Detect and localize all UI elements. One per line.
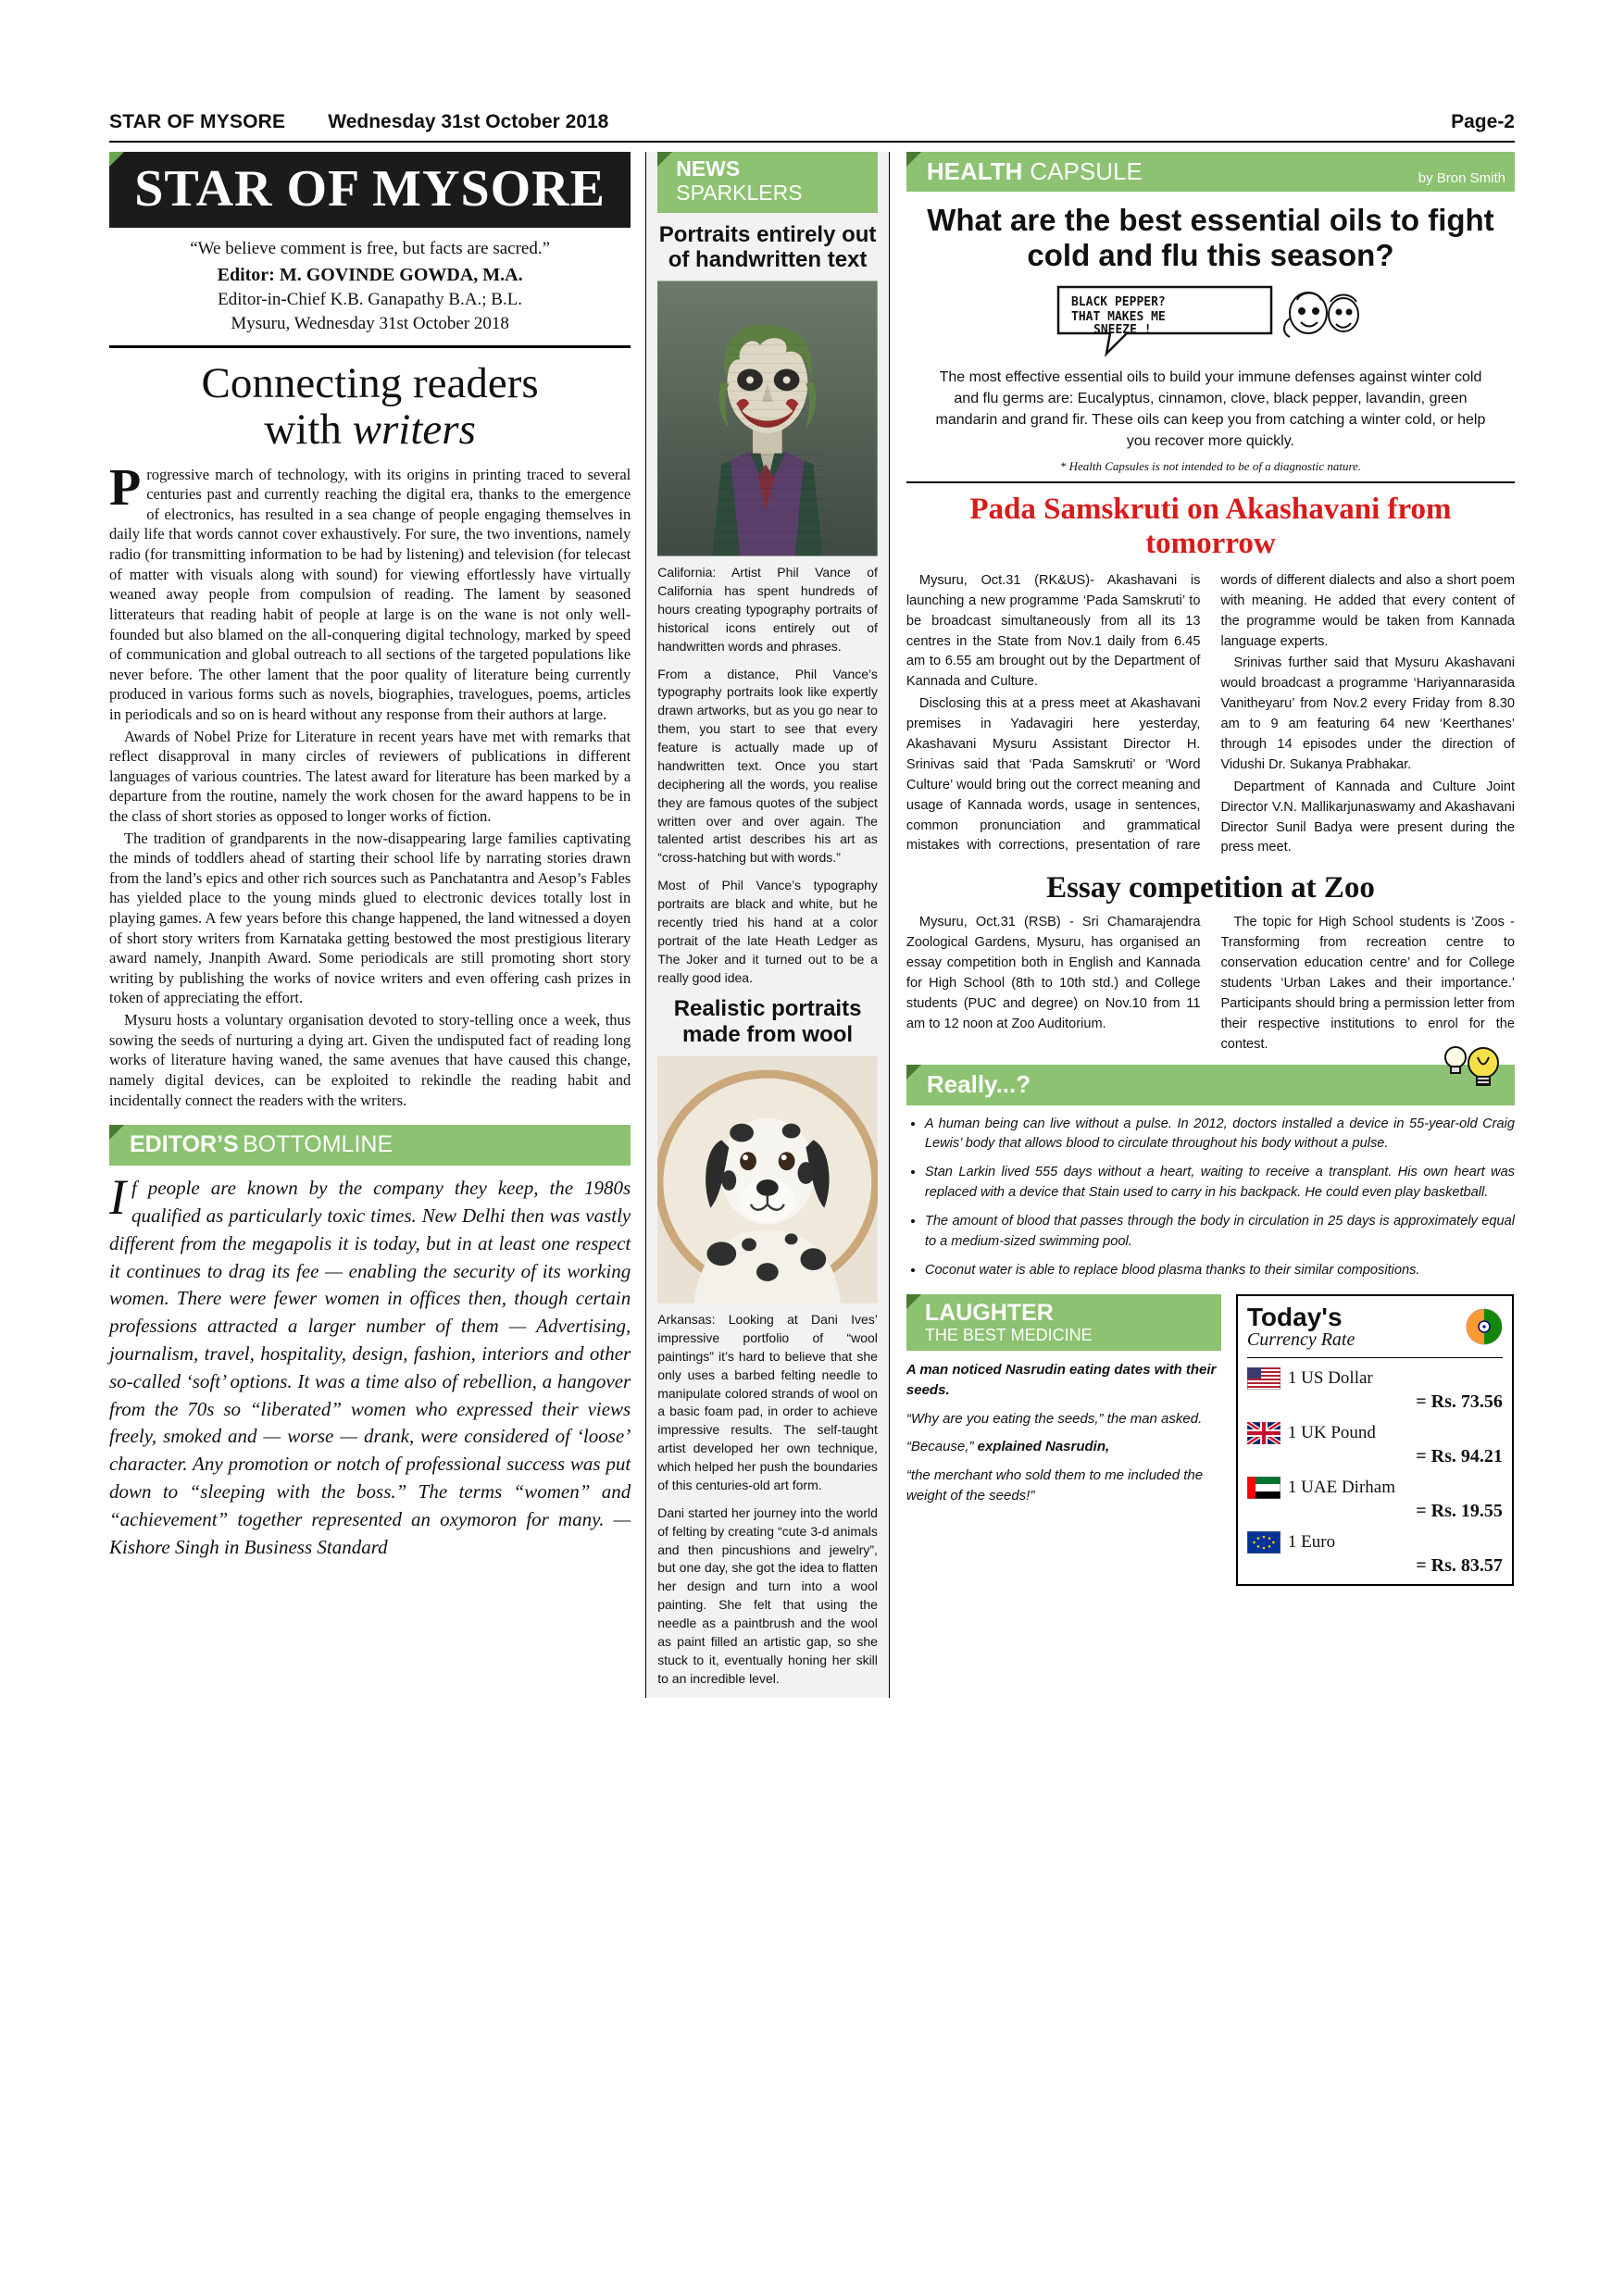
currency-value: = Rs. 73.56: [1416, 1391, 1503, 1413]
sparklers-story1-headline: Portraits entirely out of handwritten text: [658, 221, 877, 273]
corner-flag-icon: [109, 152, 124, 167]
sparklers-banner-light: SPARKLERS: [676, 180, 803, 205]
laughter-banner-strong: LAUGHTER: [924, 1299, 1054, 1326]
akashavani-headline: Pada Samskruti on Akashavani from tomorrow: [969, 493, 1452, 560]
joke-line-4: “the merchant who sold them to me included the weight of the seeds!”: [906, 1466, 1204, 1504]
editorial-paragraph: Awards of Nobel Prize for Literature in recent years have met with remarks that reflect disapproval in many circles of reviewers of publications in different languages of various countries. The latest award for literature has been marked by a departure from the routine, namely the work chosen for the award happens to be in the class of short stories as opposed to longer works of fiction.: [109, 727, 631, 825]
health-banner-strong: HEALTH: [926, 157, 1023, 185]
joke-line-1: A man noticed Nasrudin eating dates with their seeds.: [906, 1361, 1217, 1399]
akashavani-body: [906, 571, 1515, 858]
joke-line-2: “Why are you eating the seeds,” the man asked.: [906, 1410, 1203, 1427]
zoo-headline: Essay competition at Zoo: [1046, 871, 1375, 905]
akashavani-paragraph: Department of Kannada and Culture Joint Director V.N. Mallikarjunaswamy and Akashavani Director Sunil Badya were present during the press meet.: [1220, 779, 1515, 855]
masthead-motto: “We believe comment is free, but facts are sacred.”: [190, 239, 551, 258]
currency-name: 1 US Dollar: [1287, 1368, 1373, 1389]
bottom-row: [906, 1294, 1515, 1586]
currency-value: = Rs. 19.55: [1416, 1501, 1503, 1522]
currency-name: 1 UK Pound: [1287, 1423, 1376, 1443]
joke-line-3b: explained Nasrudin,: [977, 1439, 1110, 1455]
masthead-editor: Editor: M. GOVINDE GOWDA, M.A.: [217, 265, 523, 285]
currency-title-1: Today's: [1246, 1302, 1343, 1331]
masthead-logo-text: STAR OF MYSORE: [134, 160, 606, 218]
zoo-body: [906, 913, 1515, 1054]
corner-flag-icon: [906, 1065, 921, 1079]
bottomline-dropcap: I: [109, 1169, 126, 1226]
header-paper-name: STAR OF MYSORE: [109, 111, 286, 132]
editorial-body: [109, 458, 631, 1111]
currency-value: = Rs. 94.21: [1416, 1446, 1503, 1467]
really-banner-label: Really...?: [926, 1069, 1031, 1098]
laughter-joke: [906, 1360, 1221, 1507]
masthead-logo-box: [109, 152, 631, 228]
akashavani-paragraph: Mysuru, Oct.31 (RK&US)- Akashavani is launching a new programme ‘Pada Samskruti’ to be broadcast simultaneously from all its 13 centres in the State from Nov.1 daily from 6.45 am to 6.55 am brought out by the Department of Kannada and Culture.: [906, 572, 1201, 690]
svg-text:BLACK PEPPER?: BLACK PEPPER?: [1071, 294, 1167, 309]
masthead-editor-in-chief: Editor-in-Chief K.B. Ganapathy B.A.; B.L.: [218, 290, 523, 309]
joker-portrait-image: [657, 281, 878, 556]
uk-flag-icon: [1247, 1422, 1280, 1444]
page-grid: [109, 152, 1515, 1698]
corner-flag-icon: [906, 152, 921, 167]
sneeze-cartoon-icon: [1053, 281, 1368, 361]
editorial-paragraph: The tradition of grandparents in the now-disappearing large families captivating the minds of toddlers ahead of starting their school life by narrating stories drawn from the land’s epics and other rich sources such as Panchatantra and Aesop’s Fables has yielded place to the young minds glued to electronic devices totally lost in playing games. A few years before this change happened, the land witnessed a doyen of short story writers from Karnataka getting bestowed the most prestigious literary award namely, Jnanpith Award. Some periodicals are still promoting short story writing by publishing the works of novice writers and even offering cash prizes in token of appreciating the effort.: [109, 829, 631, 1007]
eu-flag-icon: [1247, 1531, 1280, 1554]
svg-text:SNEEZE !: SNEEZE !: [1093, 322, 1153, 337]
editorial-headline-line1: Connecting readers: [201, 359, 539, 407]
akashavani-paragraph: Disclosing this at a press meet at Akashavani premises in Yadavagiri here yesterday, Akashavani Mysuru Assistant Director H. Srinivas said that ‘Pada Samskruti’ or ‘Word Culture’ would bring out the correct meaning and usage of Kannada words, usage in sentences, common pronunciation and grammatical mistakes with corrections, presentation of rare words of different dialects and also a short poem with meaning. He added that every content of the programme would be taken from Kannada language experts.: [906, 572, 1515, 854]
really-banner: [906, 1065, 1515, 1105]
column-news-sparklers: [646, 152, 889, 1698]
currency-rate-box: [1236, 1294, 1514, 1586]
sparklers-story1-caption: California: Artist Phil Vance of California has spent hundreds of hours creating typography portraits of historical icons entirely out of handwritten words and phrases.: [657, 565, 878, 654]
currency-header: [1247, 1304, 1503, 1350]
laughter-section: [906, 1294, 1221, 1586]
joke-line-3a: “Because,”: [906, 1439, 974, 1455]
svg-text:THAT MAKES ME: THAT MAKES ME: [1071, 309, 1167, 324]
really-list-item: • The amount of blood that passes through the body in circulation in 25 days is approximately equal to a medium-sized swimming pool.: [925, 1212, 1515, 1253]
currency-title-2: Currency Rate: [1246, 1329, 1355, 1351]
india-flag-icon: [1466, 1308, 1503, 1345]
laughter-banner-light: THE BEST MEDICINE: [924, 1325, 1093, 1344]
currency-name: 1 Euro: [1287, 1532, 1336, 1553]
currency-row: [1247, 1477, 1503, 1499]
corner-flag-icon: [906, 1294, 921, 1309]
editorial-headline: [109, 361, 631, 454]
header-divider: [109, 141, 1515, 143]
currency-row: [1247, 1422, 1503, 1444]
uae-flag-icon: [1247, 1477, 1280, 1499]
editorial-paragraph: Mysuru hosts a voluntary organisation devoted to story-telling once a week, thus sowing the seeds of nurturing a dying art. Given the undisputed fact of reading long works of literature having waned, the same avenues that have caused this change, namely digital devices, can be exploited to rekindle the reading habit and incidentally connect the readers with the writers.: [109, 1011, 631, 1109]
really-list-item: • Stan Larkin lived 555 days without a heart, waiting to receive a transplant. His own heart was replaced with a device that Stain used to carry in his backpack. He could even play basketball.: [925, 1163, 1515, 1204]
editorial-headline-line2-plain: with: [264, 405, 353, 454]
sparklers-banner: [657, 152, 878, 213]
header-date: Wednesday 31st October 2018: [328, 111, 609, 132]
sparklers-story2-headline: Realistic portraits made from wool: [673, 996, 862, 1048]
column-editorial: [109, 152, 645, 1698]
sparklers-story1-caption-block: [657, 564, 878, 987]
really-list-item: • Coconut water is able to replace blood plasma thanks to their similar compositions.: [925, 1261, 1515, 1281]
zoo-paragraph: The topic for High School students is ‘Zoos - Transforming from recreation centre to conservation education centre’ and for College students ‘Urban Lakes and their importance.’ Participants should bring a permission letter from their respective institutions to enrol for the contest.: [1220, 915, 1515, 1052]
sparklers-story2-caption-block: [657, 1311, 878, 1689]
masthead-divider: [109, 345, 631, 348]
sparklers-story2-caption: Arkansas: Looking at Dani Ives’ impressive portfolio of “wool paintings” it’s hard to believe that she only uses a barbed felting needle to manipulate colored strands of wool on a basic foam pad, in order to achieve impressive results. The self-taught artist developed her own technique, which helped her push the boundaries of this centuries-old art form.: [657, 1312, 878, 1492]
bottomline-body: [109, 1169, 631, 1561]
health-banner-light: CAPSULE: [1030, 157, 1143, 185]
currency-name: 1 UAE Dirham: [1287, 1478, 1395, 1498]
bottomline-banner-light: BOTTOMLINE: [243, 1131, 394, 1158]
editorial-headline-line2-italic: writers: [352, 405, 476, 454]
zoo-paragraph: Mysuru, Oct.31 (RSB) - Sri Chamarajendra Zoological Gardens, Mysuru, has organised an essay competition both in English and Kannada for High School (8th to 10th std.) and College students (PUC and degree) on Nov.10 from 11 am to 12 noon at Zoo Auditorium.: [906, 915, 1201, 1031]
health-byline: by Bron Smith: [1418, 170, 1505, 186]
currency-row: [1247, 1367, 1503, 1390]
lightbulb-icon: [1441, 1039, 1505, 1092]
header-page-number: Page-2: [1451, 111, 1515, 132]
column-health-news: [890, 152, 1515, 1698]
wool-dog-portrait-image: [657, 1055, 878, 1304]
bottomline-banner: [109, 1125, 631, 1166]
masthead-place-date: Mysuru, Wednesday 31st October 2018: [231, 314, 509, 333]
health-headline: What are the best essential oils to fight cold and flu this season?: [927, 203, 1494, 273]
akashavani-paragraph: Srinivas further said that Mysuru Akashavani would broadcast a programme ‘Hariyannarasida Vanitheyaru’ from Nov.2 every Friday from 8.30 am to 9 am featuring 64 new ‘Keerthanes’ through 14 episodes under the direction of Vidushi Dr. Sukanya Prabhakar.: [1220, 655, 1515, 772]
really-list: [906, 1115, 1515, 1281]
currency-divider: [1247, 1357, 1503, 1358]
really-list-item: • A human being can live without a pulse. In 2012, doctors installed a device in 55-year-old Craig Lewis’ body that allows blood to circulate throughout his body without a pulse.: [925, 1115, 1515, 1155]
laughter-banner: [906, 1294, 1221, 1351]
corner-flag-icon: [109, 1125, 124, 1140]
currency-value: = Rs. 83.57: [1416, 1555, 1503, 1577]
sparklers-story1-paragraph: Most of Phil Vance’s typography portraits are black and white, but he recently tried his hand at a color portrait of the late Heath Ledger as The Joker and it turned out to be a really good idea.: [657, 878, 878, 985]
sparklers-banner-strong: NEWS: [676, 156, 741, 181]
editorial-dropcap: P: [109, 458, 142, 517]
health-disclaimer: * Health Capsules is not intended to be of a diagnostic nature.: [1059, 459, 1362, 474]
editorial-paragraph: rogressive march of technology, with its origins in printing traced to several centuries past and currently reaching the digital era, thanks to the emergence of electronics, has resulted in a sea change of people engaging themselves in daily life that words cannot cover exhaustively. For sure, the two inventions, namely radio (for transmitting information to be had by listening) and television (for telecast of matter with visuals along with sound) for viewing effortlessly have virtually weaned away people from compulsion of reading. The lament by seasoned litterateurs that reading habit of people at large is on the wane is not only well-founded but also blamed on the all-conquering digital technology, marked by speed of communication and global outreach to all sections of the targeted populations like never before. The other lament that the poor quality of literature being currently produced in various forms such as novels, biographies, travelogues, poems, articles in periodicals and so on is heard without any response from their authors at large.: [109, 465, 631, 723]
sparklers-story2-paragraph: Dani started her journey into the world of felting by creating “cute 3-d animals and then pincushions and jewelry”, but one day, she got the idea to flatten her design and turn into a wool painting. She felt that using the needle as a paintbrush and the wool as paint filled an artistic gap, so she stuck to it, eventually honing her skill to an incredible level.: [657, 1504, 878, 1686]
health-capsule-banner: [906, 152, 1515, 192]
page-header: [109, 111, 1515, 141]
section-divider: [906, 481, 1515, 483]
bottomline-text: f people are known by the company they keep, the 1980s qualified as particularly toxic times. New Delhi then was vastly different from the megapolis it is today, but in at least one respect it continues to drag its fee — enabling the security of its working women. There were fewer women in offices then, though certain professions attracted a larger number of them — Advertising, journalism, travel, hospitality, design, fashion, interiors and other so-called ‘soft’ options. It was a time also of rebellion, a hangover from the 70s so “liberated” women who expressed their views freely, smoked and — worse — drank, were considered of ‘loose’ character. Any promotion or notch of professional success was put down to “sleeping with the boss.” The terms “women” and “achievement” together represented an oxymoron for many.: [109, 1177, 631, 1530]
bottomline-credit: — Kishore Singh in Business Standard: [109, 1507, 631, 1558]
currency-row: [1247, 1531, 1503, 1554]
us-flag-icon: [1247, 1367, 1280, 1390]
bottomline-banner-strong: EDITOR’S: [130, 1131, 239, 1158]
corner-flag-icon: [657, 152, 672, 167]
sparklers-story1-paragraph: From a distance, Phil Vance’s typography portraits look like expertly drawn artworks, but as you go near to them, you start to see that every feature is actually made up of handwritten text. Once you start deciphering all the words, you realise they are famous quotes of the subject written over and over again. The talented artist describes his art as “cross-hatching but with words.”: [657, 666, 878, 866]
health-body: The most effective essential oils to build your immune defenses against winter cold and flu germs are: Eucalyptus, cinnamon, clove, black pepper, lavandin, green mandarin and grand fir. These oils can keep you from catching a winter cold, or help you recover more quickly.: [935, 368, 1486, 450]
